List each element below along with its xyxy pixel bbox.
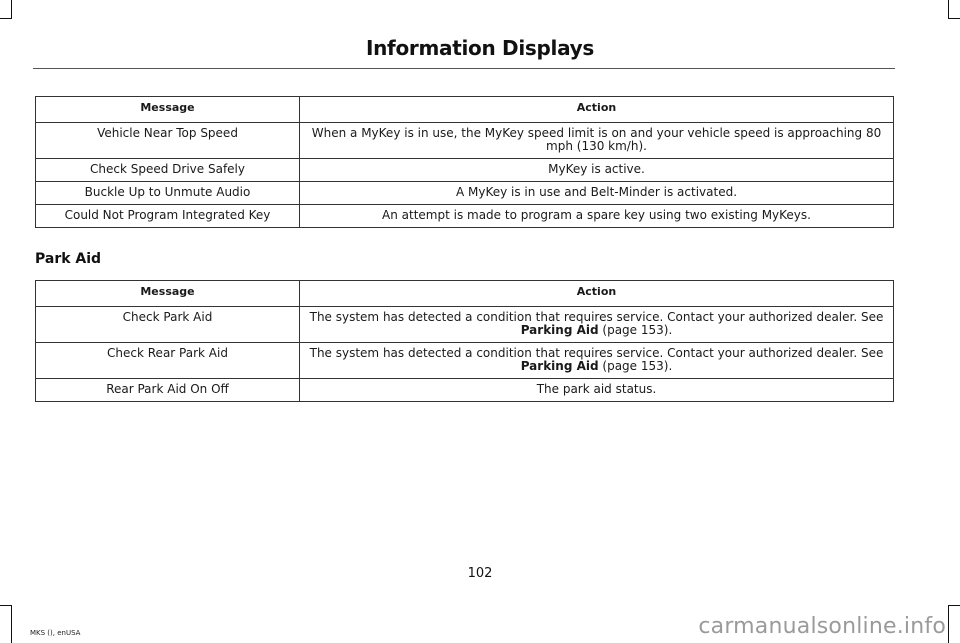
message-cell: Check Speed Drive Safely (36, 159, 300, 182)
page-title: Information Displays (365, 36, 595, 60)
action-cell: MyKey is active. (300, 159, 894, 182)
page-reference: (page 153). (598, 323, 673, 337)
park-aid-messages-table (35, 280, 894, 402)
action-cell: An attempt is made to program a spare key using two existing MyKeys. (300, 205, 894, 228)
column-header-action: Action (300, 97, 894, 123)
action-text: The system has detected a condition that requires service. Contact your authorized dealer. See (309, 310, 884, 324)
header-divider (33, 68, 895, 69)
crop-mark (948, 18, 960, 19)
table-header-row (36, 97, 894, 123)
message-cell: Vehicle Near Top Speed (36, 123, 300, 159)
crop-mark (948, 0, 949, 18)
action-cell (300, 307, 894, 343)
table-row (36, 379, 894, 402)
message-cell: Check Rear Park Aid (36, 343, 300, 379)
message-cell: Buckle Up to Unmute Audio (36, 182, 300, 205)
action-cell (300, 343, 894, 379)
message-cell: Rear Park Aid On Off (36, 379, 300, 402)
mykey-messages-table (35, 96, 894, 228)
crop-mark (11, 0, 12, 18)
column-header-message: Message (36, 97, 300, 123)
watermark: carmanualsonline.info (698, 614, 946, 639)
action-cell: The park aid status. (300, 379, 894, 402)
table-row (36, 343, 894, 379)
table-row (36, 205, 894, 228)
page-reference: (page 153). (598, 359, 673, 373)
footer-code: MKS (), enUSA (30, 629, 81, 637)
table-row (36, 123, 894, 159)
action-cell: When a MyKey is in use, the MyKey speed limit is on and your vehicle speed is approaching 80 mph (130 km/h). (300, 123, 894, 159)
message-cell: Could Not Program Integrated Key (36, 205, 300, 228)
table-row (36, 159, 894, 182)
crop-mark (0, 605, 12, 606)
action-cell: A MyKey is in use and Belt-Minder is activated. (300, 182, 894, 205)
crop-mark (11, 605, 12, 643)
crop-mark (948, 605, 949, 643)
column-header-action: Action (300, 281, 894, 307)
parking-aid-link[interactable]: Parking Aid (520, 323, 599, 337)
table-header-row (36, 281, 894, 307)
table-row (36, 307, 894, 343)
column-header-message: Message (36, 281, 300, 307)
parking-aid-link[interactable]: Parking Aid (520, 359, 599, 373)
page-number: 102 (467, 566, 493, 581)
action-text: The system has detected a condition that requires service. Contact your authorized dealer. See (309, 346, 884, 360)
message-cell: Check Park Aid (36, 307, 300, 343)
crop-mark (948, 605, 960, 606)
section-heading-park-aid: Park Aid (35, 251, 102, 267)
crop-mark (0, 18, 12, 19)
table-row (36, 182, 894, 205)
